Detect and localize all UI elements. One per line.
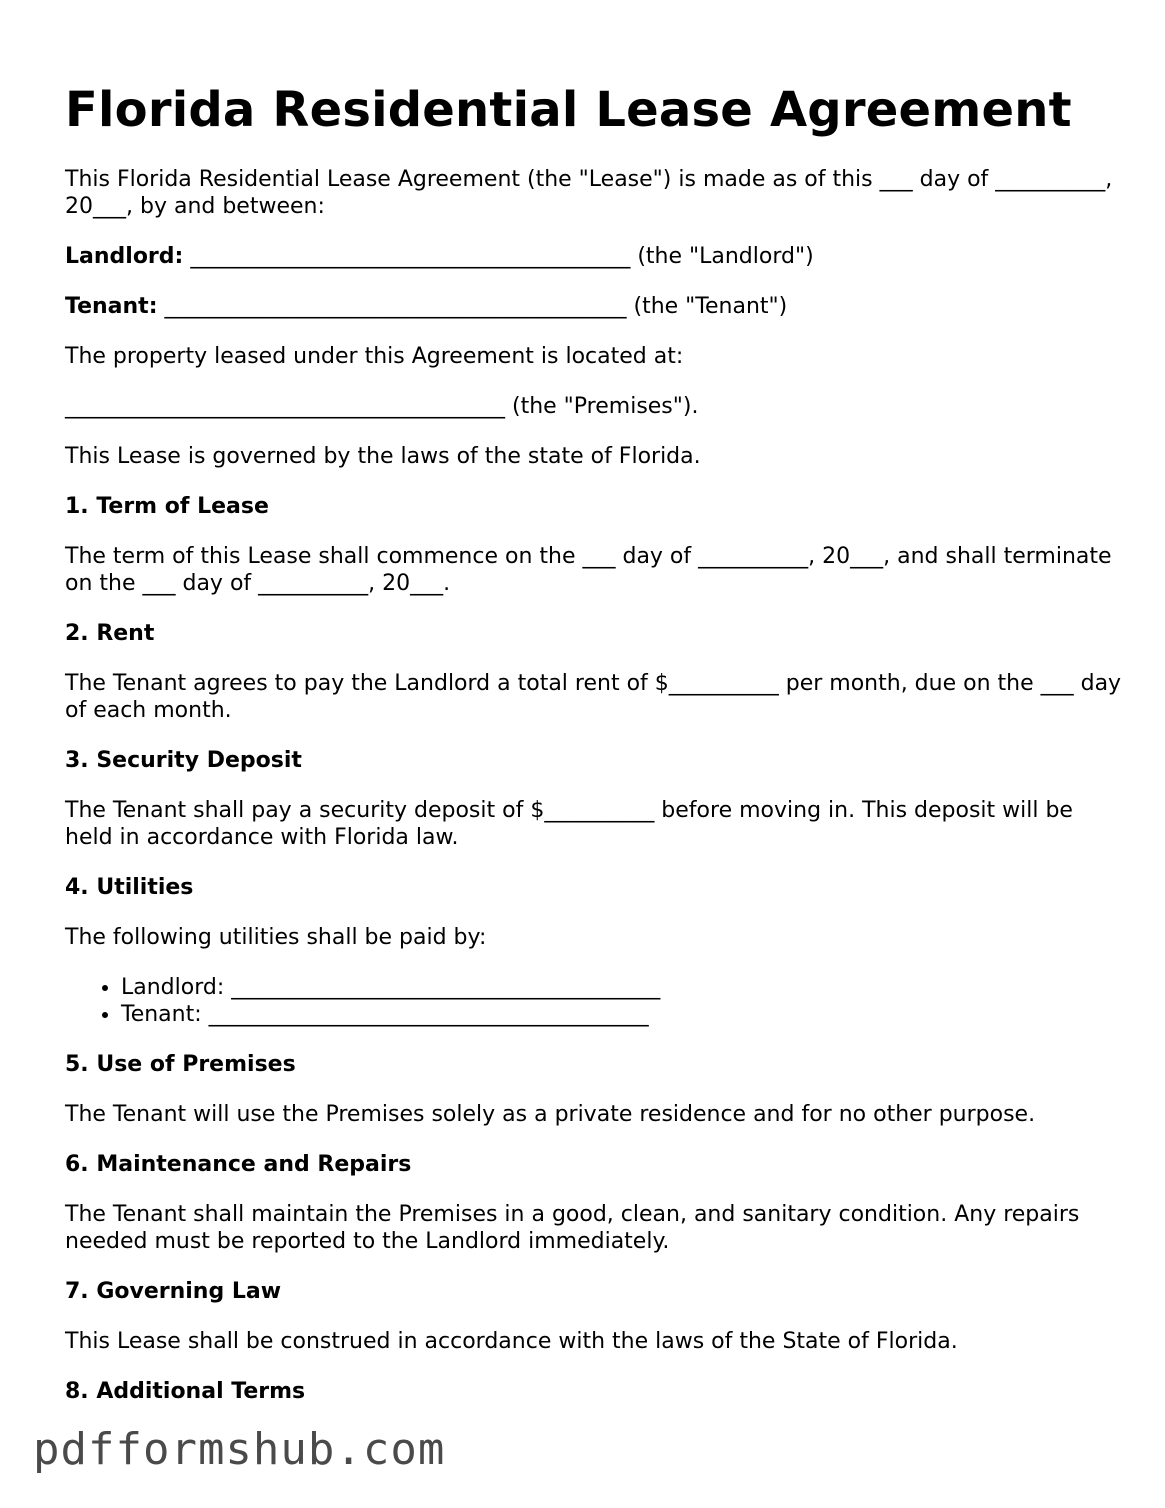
- landlord-line: [65, 243, 1125, 270]
- section-body-term: The term of this Lease shall commence on the ___ day of __________, 20___, and shall terminate on the ___ day of __________, 20___.: [65, 544, 1112, 596]
- document-title: Florida Residential Lease Agreement: [65, 82, 1072, 138]
- section-heading-utilities: 4. Utilities: [65, 875, 194, 900]
- section-heading-additional: 8. Additional Terms: [65, 1379, 306, 1404]
- lease-document: [65, 80, 1125, 1428]
- section-body-utilities: The following utilities shall be paid by:: [65, 925, 487, 950]
- property-paragraph: The property leased under this Agreement is located at:: [65, 344, 684, 369]
- section-heading-use: 5. Use of Premises: [65, 1052, 296, 1077]
- section-body-law: This Lease shall be construed in accordance with the laws of the State of Florida.: [65, 1329, 958, 1354]
- list-item: • Tenant: ________________________________________: [121, 1001, 1125, 1028]
- section-body-use: The Tenant will use the Premises solely as a private residence and for no other purpose.: [65, 1102, 1036, 1127]
- landlord-label: Landlord:: [65, 244, 184, 269]
- section-heading-term: 1. Term of Lease: [65, 494, 269, 519]
- premises-line: ________________________________________ (the "Premises").: [65, 394, 699, 419]
- governed-paragraph: This Lease is governed by the laws of the state of Florida.: [65, 444, 701, 469]
- section-heading-rent: 2. Rent: [65, 621, 155, 646]
- tenant-label: Tenant:: [65, 294, 158, 319]
- section-heading-law: 7. Governing Law: [65, 1279, 282, 1304]
- section-heading-maintenance: 6. Maintenance and Repairs: [65, 1152, 412, 1177]
- section-body-deposit: The Tenant shall pay a security deposit of $__________ before moving in. This deposit will be held in accordance with Florida law.: [65, 798, 1073, 850]
- tenant-line: [65, 293, 1125, 320]
- utilities-list: [65, 974, 1125, 1028]
- list-item: • Landlord: _______________________________________: [121, 974, 1125, 1001]
- section-body-rent: The Tenant agrees to pay the Landlord a total rent of $__________ per month, due on the ___ day of each month.: [65, 671, 1122, 723]
- watermark: pdfformshub.com: [33, 1424, 446, 1475]
- tenant-blank: __________________________________________ (the "Tenant"): [157, 294, 788, 319]
- intro-paragraph: This Florida Residential Lease Agreement (the "Lease") is made as of this ___ day of __________, 20___, by and between:: [65, 167, 1113, 219]
- landlord-blank: ________________________________________ (the "Landlord"): [183, 244, 814, 269]
- section-heading-deposit: 3. Security Deposit: [65, 748, 302, 773]
- section-body-maintenance: The Tenant shall maintain the Premises in a good, clean, and sanitary condition. Any repairs needed must be reported to the Landlord immediately.: [65, 1202, 1080, 1254]
